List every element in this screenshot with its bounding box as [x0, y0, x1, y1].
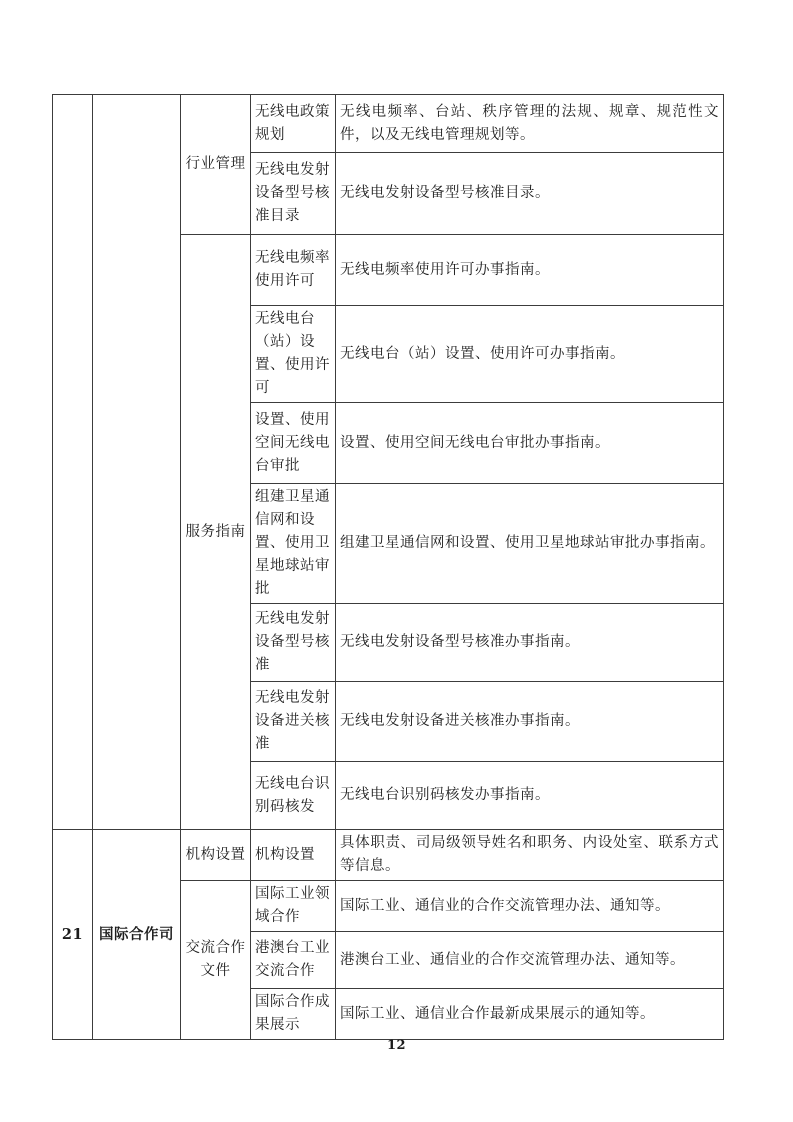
category-cell: 服务指南	[181, 235, 251, 830]
category-cell: 行业管理	[181, 95, 251, 235]
page-number: 12	[386, 1038, 407, 1053]
description-cell: 无线电台（站）设置、使用许可办事指南。	[336, 306, 724, 403]
item-cell: 无线电台识别码核发	[251, 762, 336, 830]
description-cell: 国际工业、通信业合作最新成果展示的通知等。	[336, 989, 724, 1040]
description-cell: 设置、使用空间无线电台审批办事指南。	[336, 403, 724, 484]
item-cell: 机构设置	[251, 830, 336, 881]
description-cell: 无线电发射设备型号核准办事指南。	[336, 604, 724, 682]
row-number-cell	[53, 95, 93, 830]
description-cell: 无线电台识别码核发办事指南。	[336, 762, 724, 830]
description-cell: 无线电频率使用许可办事指南。	[336, 235, 724, 306]
description-cell: 无线电发射设备型号核准目录。	[336, 153, 724, 235]
item-cell: 无线电发射设备型号核准目录	[251, 153, 336, 235]
item-cell: 港澳台工业交流合作	[251, 932, 336, 989]
department-cell	[93, 95, 181, 830]
item-cell: 无线电台（站）设置、使用许可	[251, 306, 336, 403]
item-cell: 国际合作成果展示	[251, 989, 336, 1040]
description-cell: 无线电频率、台站、秩序管理的法规、规章、规范性文件，以及无线电管理规划等。	[336, 95, 724, 153]
item-cell: 无线电发射设备进关核准	[251, 682, 336, 762]
description-cell: 组建卫星通信网和设置、使用卫星地球站审批办事指南。	[336, 484, 724, 604]
table-row	[53, 830, 724, 881]
category-cell: 交流合作文件	[181, 881, 251, 1040]
description-cell: 国际工业、通信业的合作交流管理办法、通知等。	[336, 881, 724, 932]
row-number-cell: 21	[53, 830, 93, 1040]
description-cell: 港澳台工业、通信业的合作交流管理办法、通知等。	[336, 932, 724, 989]
item-cell: 组建卫星通信网和设置、使用卫星地球站审批	[251, 484, 336, 604]
item-cell: 无线电发射设备型号核准	[251, 604, 336, 682]
table-row	[53, 95, 724, 153]
description-cell: 具体职责、司局级领导姓名和职务、内设处室、联系方式等信息。	[336, 830, 724, 881]
item-cell: 设置、使用空间无线电台审批	[251, 403, 336, 484]
category-cell: 机构设置	[181, 830, 251, 881]
item-cell: 国际工业领域合作	[251, 881, 336, 932]
directory-table	[52, 94, 724, 1040]
item-cell: 无线电频率使用许可	[251, 235, 336, 306]
department-cell: 国际合作司	[93, 830, 181, 1040]
item-cell: 无线电政策规划	[251, 95, 336, 153]
description-cell: 无线电发射设备进关核准办事指南。	[336, 682, 724, 762]
